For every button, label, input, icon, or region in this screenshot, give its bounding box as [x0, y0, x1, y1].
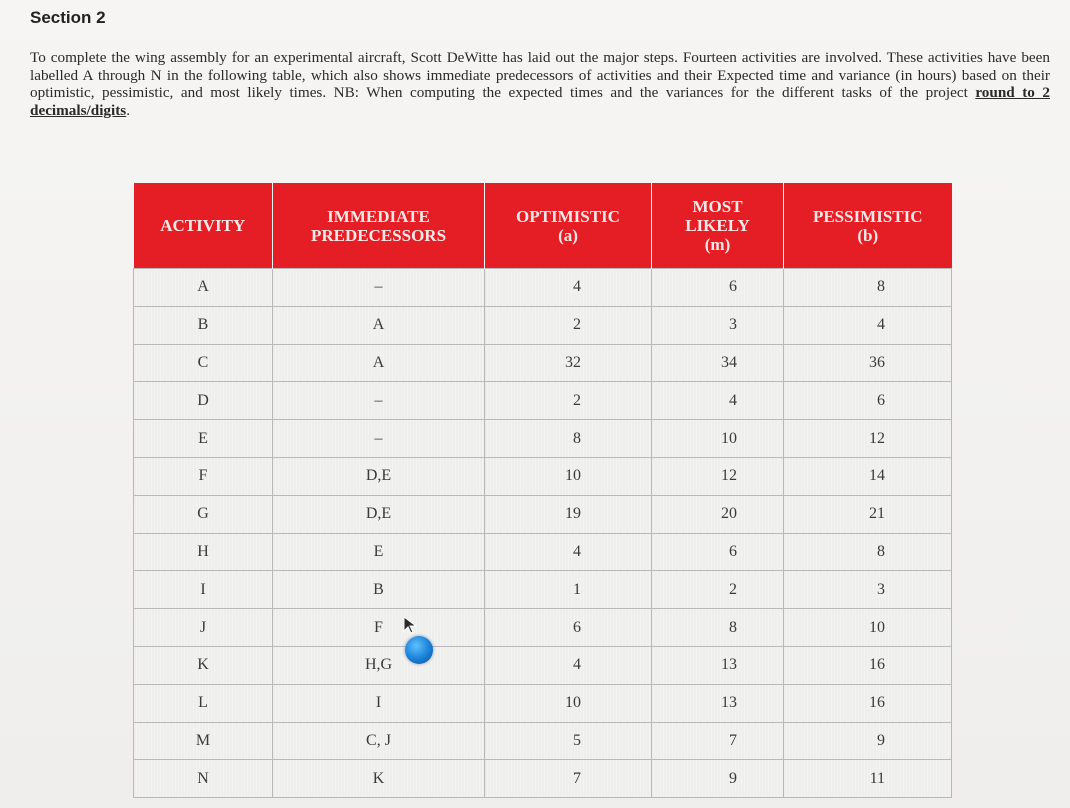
cell-predecessors: H,G — [273, 646, 485, 684]
header-pessimistic — [784, 183, 952, 269]
cell-predecessors: A — [273, 306, 485, 344]
table-row — [134, 269, 952, 307]
activity-table — [133, 183, 952, 798]
cell-activity: M — [134, 722, 273, 760]
cell-pessimistic: 8 — [784, 269, 952, 307]
table-row — [134, 306, 952, 344]
table-row — [134, 684, 952, 722]
table-row — [134, 722, 952, 760]
header-most-likely — [652, 183, 784, 269]
table-row — [134, 760, 952, 798]
table-row — [134, 382, 952, 420]
table-row — [134, 571, 952, 609]
cell-optimistic: 4 — [485, 533, 652, 571]
cell-activity: I — [134, 571, 273, 609]
cell-most-likely: 13 — [652, 684, 784, 722]
cell-predecessors: – — [273, 382, 485, 420]
cell-predecessors: B — [273, 571, 485, 609]
touch-indicator-icon — [405, 636, 433, 664]
cell-pessimistic: 3 — [784, 571, 952, 609]
header-pessimistic-line1: PESSIMISTIC — [812, 206, 923, 226]
cell-pessimistic: 14 — [784, 457, 952, 495]
cell-pessimistic: 12 — [784, 420, 952, 458]
cell-activity: F — [134, 457, 273, 495]
cell-activity: G — [134, 495, 273, 533]
header-predecessors-line1: IMMEDIATE — [327, 206, 430, 226]
cell-pessimistic: 11 — [784, 760, 952, 798]
cell-optimistic: 2 — [485, 382, 652, 420]
header-optimistic — [485, 183, 652, 269]
cell-optimistic: 5 — [485, 722, 652, 760]
cell-predecessors: E — [273, 533, 485, 571]
section-heading: Section 2 — [30, 8, 106, 27]
cell-pessimistic: 21 — [784, 495, 952, 533]
cell-activity: K — [134, 646, 273, 684]
table-body — [134, 269, 952, 798]
cell-optimistic: 32 — [485, 344, 652, 382]
cell-predecessors: A — [273, 344, 485, 382]
cell-optimistic: 4 — [485, 269, 652, 307]
table-row — [134, 420, 952, 458]
header-predecessors — [273, 183, 485, 269]
cell-most-likely: 2 — [652, 571, 784, 609]
header-predecessors-line2: PREDECESSORS — [310, 225, 447, 245]
cell-optimistic: 1 — [485, 571, 652, 609]
header-pessimistic-line2: (b) — [857, 225, 879, 245]
table-header — [134, 183, 952, 269]
cell-most-likely: 7 — [652, 722, 784, 760]
cell-activity: L — [134, 684, 273, 722]
cell-predecessors: D,E — [273, 457, 485, 495]
cell-most-likely: 9 — [652, 760, 784, 798]
header-most-likely-line2: LIKELY — [685, 216, 750, 235]
cell-pessimistic: 36 — [784, 344, 952, 382]
header-row — [134, 183, 952, 269]
cell-optimistic: 19 — [485, 495, 652, 533]
header-optimistic-line2: (a) — [558, 225, 578, 245]
header-most-likely-line3: (m) — [704, 235, 731, 254]
intro-emphasis: round to 2 decimals/digits — [30, 84, 1050, 119]
intro-paragraph — [30, 49, 1050, 119]
cell-predecessors: D,E — [273, 495, 485, 533]
table-row — [134, 609, 952, 647]
cell-pessimistic: 16 — [784, 684, 952, 722]
cell-predecessors: K — [273, 760, 485, 798]
activity-table-container — [133, 183, 951, 798]
intro-text: To complete the wing assembly for an experimental aircraft, Scott DeWitte has laid out the major steps. Fourteen activities are involved. These activities have been labelled A through N in the following table, which also shows immediate predecessors of activities and their Expected time and variance (in hours) based on their optimistic, pessimistic, and most likely times. NB: When computing the expected times and the variances for the different tasks of the project — [30, 49, 1050, 101]
cell-activity: H — [134, 533, 273, 571]
table-row — [134, 646, 952, 684]
table-row — [134, 457, 952, 495]
cell-optimistic: 8 — [485, 420, 652, 458]
cell-activity: B — [134, 306, 273, 344]
cell-predecessors: – — [273, 269, 485, 307]
cell-activity: J — [134, 609, 273, 647]
cell-most-likely: 8 — [652, 609, 784, 647]
header-optimistic-line1: OPTIMISTIC — [516, 206, 620, 226]
cell-activity: C — [134, 344, 273, 382]
cell-most-likely: 6 — [652, 269, 784, 307]
cell-activity: N — [134, 760, 273, 798]
cell-activity: D — [134, 382, 273, 420]
cell-pessimistic: 8 — [784, 533, 952, 571]
cell-optimistic: 10 — [485, 457, 652, 495]
cell-pessimistic: 6 — [784, 382, 952, 420]
table-row — [134, 344, 952, 382]
cell-most-likely: 10 — [652, 420, 784, 458]
mouse-pointer-icon — [402, 615, 422, 635]
cell-most-likely: 20 — [652, 495, 784, 533]
cell-most-likely: 4 — [652, 382, 784, 420]
cell-pessimistic: 16 — [784, 646, 952, 684]
cell-optimistic: 10 — [485, 684, 652, 722]
cell-most-likely: 13 — [652, 646, 784, 684]
cell-optimistic: 2 — [485, 306, 652, 344]
cell-optimistic: 4 — [485, 646, 652, 684]
cell-optimistic: 7 — [485, 760, 652, 798]
cell-pessimistic: 9 — [784, 722, 952, 760]
cell-predecessors: F — [273, 609, 485, 647]
cell-activity: A — [134, 269, 273, 307]
cell-predecessors: I — [273, 684, 485, 722]
cell-most-likely: 3 — [652, 306, 784, 344]
table-row — [134, 495, 952, 533]
cell-predecessors: – — [273, 420, 485, 458]
cell-pessimistic: 4 — [784, 306, 952, 344]
cell-pessimistic: 10 — [784, 609, 952, 647]
cell-activity: E — [134, 420, 273, 458]
table-row — [134, 533, 952, 571]
header-most-likely-line1: MOST — [692, 197, 743, 216]
cell-most-likely: 12 — [652, 457, 784, 495]
cell-predecessors: C, J — [273, 722, 485, 760]
cell-most-likely: 6 — [652, 533, 784, 571]
cell-most-likely: 34 — [652, 344, 784, 382]
header-activity-label: ACTIVITY — [160, 216, 246, 235]
cell-optimistic: 6 — [485, 609, 652, 647]
intro-end: . — [126, 101, 130, 119]
header-activity — [134, 183, 273, 269]
